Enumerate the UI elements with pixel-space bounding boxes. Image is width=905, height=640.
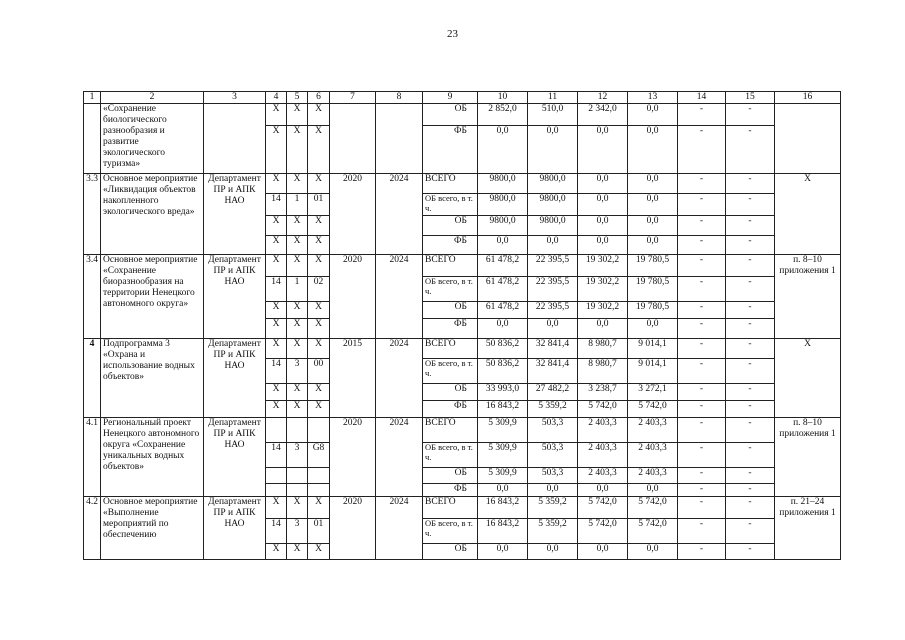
value-12: 0,0 [578,126,628,174]
code-4: 14 [266,277,287,302]
code-4: X [266,126,287,174]
value-12: 3 238,7 [578,384,628,401]
code-5: X [287,216,308,236]
start-year: 2020 [330,497,376,560]
funding-source: ВСЕГО [423,255,478,277]
code-6: X [308,216,330,236]
table-row [84,174,841,194]
code-5: X [287,497,308,519]
value-10: 0,0 [478,126,528,174]
value-10: 50 836,2 [478,359,528,384]
code-6: 02 [308,277,330,302]
code-5 [287,484,308,497]
code-4: 14 [266,359,287,384]
header-cell: 3 [204,92,266,104]
value-10: 5 309,9 [478,418,528,443]
value-11: 503,3 [528,418,578,443]
value-15: - [726,236,775,255]
value-11: 0,0 [528,126,578,174]
funding-source: ОБ [423,384,478,401]
note: п. 8–10 приложения 1 [775,418,841,497]
value-10: 50 836,2 [478,339,528,359]
table-row [84,339,841,359]
value-13: 3 272,1 [628,384,678,401]
funding-source: ОБ всего, в т. ч. [423,443,478,468]
value-10: 5 309,9 [478,443,528,468]
value-12: 0,0 [578,236,628,255]
start-year: 2020 [330,418,376,497]
code-5: X [287,236,308,255]
value-13: 9 014,1 [628,339,678,359]
value-10: 2 852,0 [478,104,528,126]
header-cell: 16 [775,92,841,104]
funding-source: ОБ [423,302,478,319]
value-13: 2 403,3 [628,418,678,443]
value-10: 16 843,2 [478,519,528,544]
header-row [84,92,841,104]
value-10: 33 993,0 [478,384,528,401]
code-6: X [308,236,330,255]
value-11: 32 841,4 [528,359,578,384]
end-year: 2024 [376,339,423,418]
code-5: 1 [287,194,308,216]
code-4: X [266,255,287,277]
value-10: 5 309,9 [478,468,528,484]
department: Департамент ПР и АПК НАО [204,418,266,497]
header-cell: 1 [84,92,101,104]
code-4: X [266,384,287,401]
value-11: 5 359,2 [528,497,578,519]
value-15: - [726,401,775,418]
value-15: - [726,497,775,519]
value-12: 19 302,2 [578,302,628,319]
code-5: X [287,544,308,560]
department: Департамент ПР и АПК НАО [204,339,266,418]
value-13: 0,0 [628,194,678,216]
header-cell: 8 [376,92,423,104]
value-13: 2 403,3 [628,443,678,468]
code-6: 01 [308,194,330,216]
code-4 [266,484,287,497]
code-6: X [308,384,330,401]
code-5: X [287,302,308,319]
header-cell: 4 [266,92,287,104]
value-12: 0,0 [578,174,628,194]
note: п. 21–24 приложения 1 [775,497,841,560]
value-15: - [726,126,775,174]
value-12: 0,0 [578,194,628,216]
value-15: - [726,519,775,544]
value-15: - [726,484,775,497]
value-10: 61 478,2 [478,302,528,319]
funding-source: ОБ [423,468,478,484]
value-13: 0,0 [628,484,678,497]
code-4 [266,418,287,443]
value-13: 5 742,0 [628,497,678,519]
value-13: 9 014,1 [628,359,678,384]
code-6: X [308,104,330,126]
value-13: 19 780,5 [628,302,678,319]
value-14: - [678,174,726,194]
value-10: 0,0 [478,484,528,497]
value-14: - [678,468,726,484]
value-11: 0,0 [528,484,578,497]
value-13: 2 403,3 [628,468,678,484]
value-11: 9800,0 [528,174,578,194]
value-12: 2 342,0 [578,104,628,126]
value-13: 19 780,5 [628,277,678,302]
code-6: X [308,302,330,319]
item-number: 4.1 [84,418,101,497]
code-4: X [266,497,287,519]
value-15: - [726,277,775,302]
value-13: 19 780,5 [628,255,678,277]
code-5: 3 [287,519,308,544]
value-13: 0,0 [628,216,678,236]
code-6 [308,418,330,443]
value-12: 2 403,3 [578,443,628,468]
value-13: 0,0 [628,544,678,560]
start-year: 2020 [330,255,376,339]
end-year [376,104,423,174]
value-10: 61 478,2 [478,277,528,302]
header-cell: 7 [330,92,376,104]
item-number: 4.2 [84,497,101,560]
value-15: - [726,104,775,126]
header-cell: 15 [726,92,775,104]
end-year: 2024 [376,255,423,339]
header-cell: 10 [478,92,528,104]
end-year: 2024 [376,174,423,255]
value-15: - [726,468,775,484]
value-15: - [726,319,775,339]
value-14: - [678,418,726,443]
funding-source: ВСЕГО [423,174,478,194]
value-12: 0,0 [578,216,628,236]
value-14: - [678,544,726,560]
value-15: - [726,302,775,319]
code-5: X [287,255,308,277]
header-cell: 12 [578,92,628,104]
value-15: - [726,443,775,468]
value-12: 0,0 [578,319,628,339]
funding-source: ОБ [423,216,478,236]
funding-source: ФБ [423,236,478,255]
value-12: 0,0 [578,484,628,497]
code-5: X [287,384,308,401]
value-11: 0,0 [528,236,578,255]
value-15: - [726,194,775,216]
value-11: 9800,0 [528,194,578,216]
code-4: X [266,174,287,194]
code-4: X [266,401,287,418]
code-4: X [266,104,287,126]
value-10: 9800,0 [478,216,528,236]
code-5: 1 [287,277,308,302]
table-row [84,497,841,519]
value-10: 9800,0 [478,174,528,194]
funding-source: ВСЕГО [423,418,478,443]
code-5: X [287,174,308,194]
header-cell: 6 [308,92,330,104]
value-11: 5 359,2 [528,519,578,544]
value-13: 5 742,0 [628,519,678,544]
value-12: 0,0 [578,544,628,560]
item-name: Подпрограмма 3 «Охрана и использование водных объектов» [101,339,204,418]
value-12: 2 403,3 [578,418,628,443]
note: X [775,339,841,418]
funding-source: ФБ [423,319,478,339]
department: Департамент ПР и АПК НАО [204,174,266,255]
code-4: X [266,302,287,319]
funding-source: ОБ [423,544,478,560]
value-10: 16 843,2 [478,497,528,519]
code-4: X [266,319,287,339]
value-10: 0,0 [478,544,528,560]
value-15: - [726,359,775,384]
department [204,104,266,174]
value-14: - [678,302,726,319]
value-14: - [678,497,726,519]
end-year: 2024 [376,418,423,497]
value-14: - [678,384,726,401]
code-6: X [308,126,330,174]
code-4: 14 [266,519,287,544]
note: X [775,174,841,255]
value-13: 0,0 [628,104,678,126]
funding-source: ОБ [423,104,478,126]
code-4: X [266,216,287,236]
value-12: 5 742,0 [578,497,628,519]
page-number: 23 [447,28,458,40]
code-6: X [308,401,330,418]
department: Департамент ПР и АПК НАО [204,497,266,560]
value-11: 510,0 [528,104,578,126]
value-15: - [726,174,775,194]
value-11: 32 841,4 [528,339,578,359]
header-cell: 9 [423,92,478,104]
value-15: - [726,418,775,443]
funding-source: ВСЕГО [423,497,478,519]
code-4: X [266,339,287,359]
funding-source: ОБ всего, в т. ч. [423,359,478,384]
code-5: X [287,339,308,359]
item-name: Основное мероприятие «Выполнение мероприятий по обеспечению [101,497,204,560]
code-4: 14 [266,194,287,216]
value-14: - [678,319,726,339]
value-12: 2 403,3 [578,468,628,484]
code-6: X [308,497,330,519]
code-6: X [308,255,330,277]
funding-source: ФБ [423,484,478,497]
value-10: 0,0 [478,319,528,339]
value-10: 9800,0 [478,194,528,216]
budget-table [83,91,841,560]
value-14: - [678,104,726,126]
code-6: X [308,339,330,359]
header-cell: 2 [101,92,204,104]
table-row [84,418,841,443]
note [775,104,841,174]
value-12: 8 980,7 [578,359,628,384]
value-12: 5 742,0 [578,401,628,418]
value-15: - [726,384,775,401]
header-cell: 13 [628,92,678,104]
item-name: Основное мероприятие «Сохранение биоразнообразия на территории Ненецкого автономного округа» [101,255,204,339]
item-number: 3.3 [84,174,101,255]
table-row [84,255,841,277]
code-6: X [308,174,330,194]
value-14: - [678,484,726,497]
end-year: 2024 [376,497,423,560]
value-11: 5 359,2 [528,401,578,418]
value-14: - [678,519,726,544]
value-14: - [678,339,726,359]
value-10: 16 843,2 [478,401,528,418]
code-6 [308,484,330,497]
code-5: X [287,126,308,174]
department: Департамент ПР и АПК НАО [204,255,266,339]
value-11: 22 395,5 [528,277,578,302]
value-11: 22 395,5 [528,255,578,277]
code-5 [287,418,308,443]
value-13: 0,0 [628,174,678,194]
header-cell: 14 [678,92,726,104]
item-name: Основное мероприятие «Ликвидация объектов накопленного экологического вреда» [101,174,204,255]
value-14: - [678,277,726,302]
value-14: - [678,236,726,255]
start-year: 2015 [330,339,376,418]
item-name: «Сохранение биологического разнообразия и развитие экологического туризма» [101,104,204,174]
value-14: - [678,126,726,174]
value-10: 0,0 [478,236,528,255]
code-5: X [287,401,308,418]
value-11: 27 482,2 [528,384,578,401]
code-6: X [308,319,330,339]
value-13: 0,0 [628,236,678,255]
code-6: 01 [308,519,330,544]
code-4: 14 [266,443,287,468]
value-11: 0,0 [528,319,578,339]
table-body [84,92,841,560]
value-12: 8 980,7 [578,339,628,359]
code-5: 3 [287,359,308,384]
value-13: 0,0 [628,319,678,339]
value-15: - [726,216,775,236]
value-14: - [678,194,726,216]
value-14: - [678,443,726,468]
code-6: 00 [308,359,330,384]
code-4: X [266,236,287,255]
value-14: - [678,255,726,277]
funding-source: ОБ всего, в т. ч. [423,194,478,216]
code-4: X [266,544,287,560]
value-11: 9800,0 [528,216,578,236]
value-14: - [678,359,726,384]
funding-source: ФБ [423,401,478,418]
funding-source: ВСЕГО [423,339,478,359]
value-12: 19 302,2 [578,255,628,277]
value-15: - [726,255,775,277]
value-11: 503,3 [528,443,578,468]
code-5 [287,468,308,484]
code-6 [308,468,330,484]
code-4 [266,468,287,484]
table-row [84,104,841,126]
note: п. 8–10 приложения 1 [775,255,841,339]
item-name: Региональный проект Ненецкого автономного округа «Сохранение уникальных водных объектов» [101,418,204,497]
value-11: 503,3 [528,468,578,484]
funding-source: ОБ всего, в т. ч. [423,277,478,302]
value-14: - [678,216,726,236]
value-15: - [726,339,775,359]
code-6: G8 [308,443,330,468]
value-14: - [678,401,726,418]
item-number: 4 [84,339,101,418]
value-12: 19 302,2 [578,277,628,302]
code-5: X [287,104,308,126]
start-year: 2020 [330,174,376,255]
funding-source: ОБ всего, в т. ч. [423,519,478,544]
code-6: X [308,544,330,560]
value-13: 5 742,0 [628,401,678,418]
item-number [84,104,101,174]
value-11: 0,0 [528,544,578,560]
funding-source: ФБ [423,126,478,174]
header-cell: 11 [528,92,578,104]
value-13: 0,0 [628,126,678,174]
value-15: - [726,544,775,560]
value-10: 61 478,2 [478,255,528,277]
item-number: 3.4 [84,255,101,339]
value-11: 22 395,5 [528,302,578,319]
header-cell: 5 [287,92,308,104]
code-5: X [287,319,308,339]
start-year [330,104,376,174]
code-5: 3 [287,443,308,468]
value-12: 5 742,0 [578,519,628,544]
